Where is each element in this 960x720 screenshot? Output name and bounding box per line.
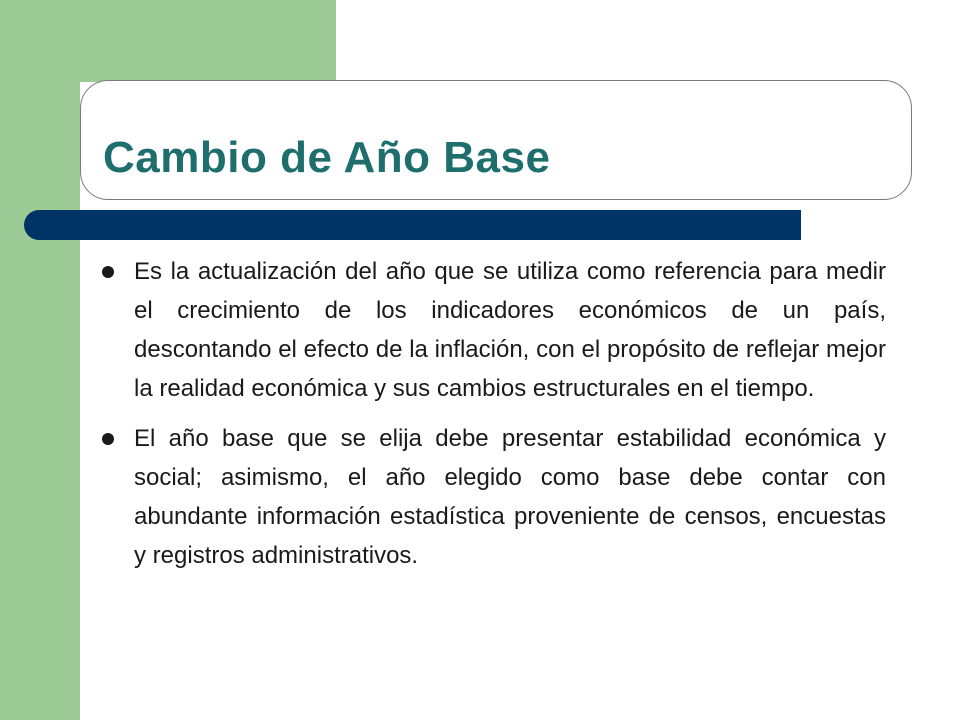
green-side-band	[0, 0, 80, 720]
slide-content	[100, 252, 886, 586]
bullet-text: El año base que se elija debe presentar estabilidad económica y social; asimismo, el año elegido como base debe contar con abundante información estadística proveniente de censos, encuestas y registros administrativos.	[134, 425, 886, 569]
slide-title: Cambio de Año Base	[103, 133, 551, 182]
bullet-text: Es la actualización del año que se utiliza como referencia para medir el crecimiento de los indicadores económicos de un país, descontando el efecto de la inflación, con el propósito de reflejar mejor la realidad económica y sus cambios estructurales en el tiempo.	[134, 258, 886, 402]
title-underline-bar	[24, 210, 801, 240]
green-top-band	[80, 0, 336, 82]
bullet-icon	[102, 266, 114, 278]
title-box	[80, 80, 912, 200]
bullet-icon	[102, 433, 114, 445]
bullet-item	[100, 419, 886, 575]
bullet-item	[100, 252, 886, 408]
